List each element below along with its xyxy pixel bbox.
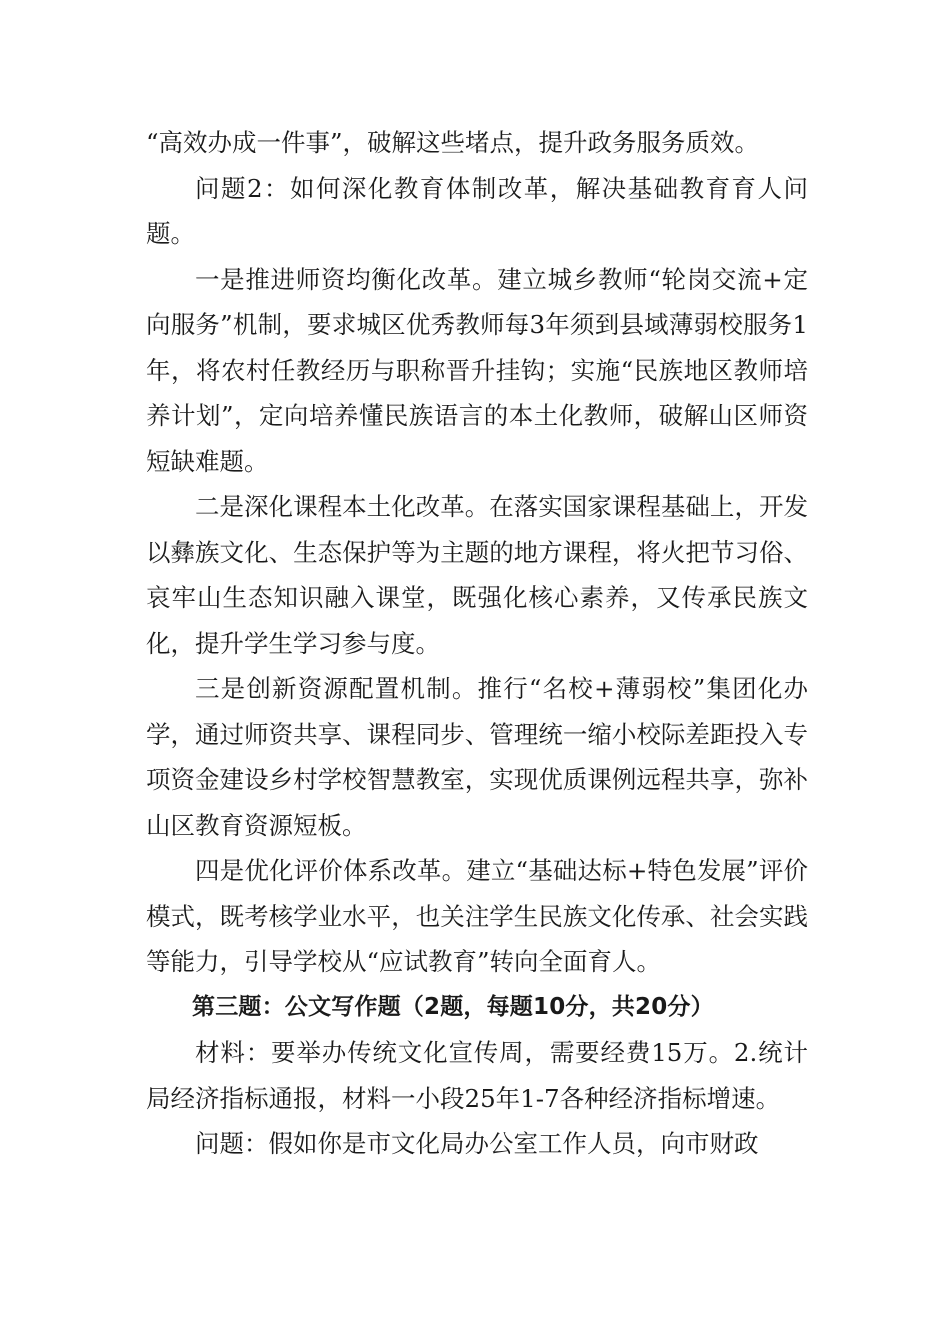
question-paragraph: 问题：假如你是市文化局办公室工作人员，向市财政 xyxy=(195,1129,759,1158)
question-2: 问题2：如何深化教育体制改革，解决基础教育育人问题。 xyxy=(146,173,808,248)
answer-point-4: 四是优化评价体系改革。建立“基础达标+特色发展”评价模式，既考核学业水平，也关注学生民族文化传承、社会实践等能力，引导学校从“应试教育”转向全面育人。 xyxy=(146,856,808,976)
answer-point-3: 三是创新资源配置机制。推行“名校+薄弱校”集团化办学，通过师资共享、课程同步、管理统一缩小校际差距投入专项资金建设乡村学校智慧教室，实现优质课例远程共享，弥补山区教育资源短板。 xyxy=(146,674,808,840)
document-body xyxy=(146,120,808,1167)
answer-point-1: 一是推进师资均衡化改革。建立城乡教师“轮岗交流+定向服务”机制，要求城区优秀教师每3年须到县域薄弱校服务1年，将农村任教经历与职称晋升挂钩；实施“民族地区教师培养计划”，定向培养懂民族语言的本土化教师，破解山区师资短缺难题。 xyxy=(146,264,808,476)
section-heading-3: 第三题：公文写作题（2题，每题10分，共20分） xyxy=(192,993,714,1020)
paragraph-continuation: “高效办成一件事”，破解这些堵点，提升政务服务质效。 xyxy=(146,128,760,157)
answer-point-2: 二是深化课程本土化改革。在落实国家课程基础上，开发以彝族文化、生态保护等为主题的地方课程，将火把节习俗、哀牢山生态知识融入课堂，既强化核心素养，又传承民族文化，提升学生学习参与度。 xyxy=(146,492,808,658)
material-paragraph: 材料：要举办传统文化宣传周，需要经费15万。2.统计局经济指标通报，材料一小段25年1-7各种经济指标增速。 xyxy=(146,1038,808,1113)
